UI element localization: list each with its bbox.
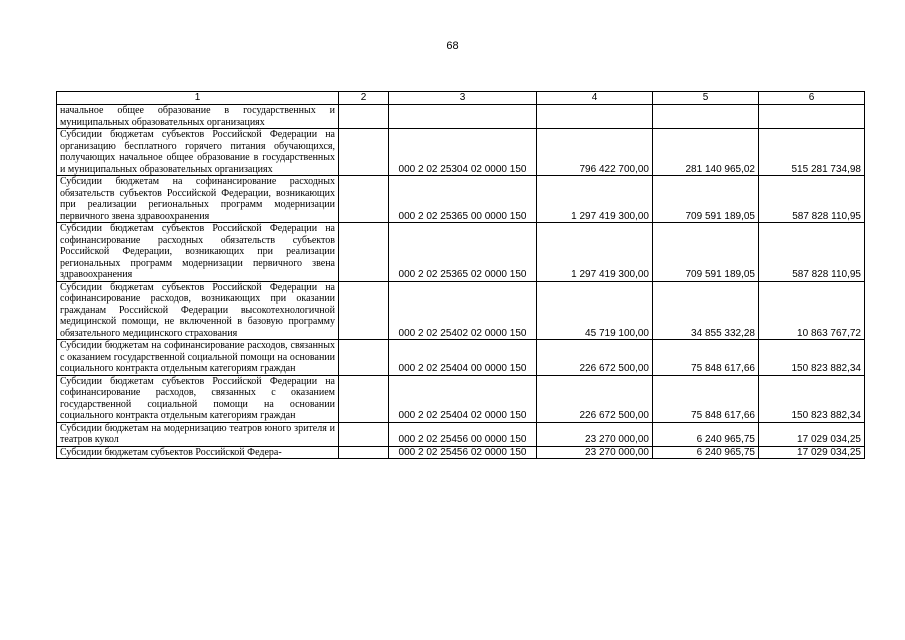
row-description: Субсидии бюджетам на софинансирование расходов, связанных с оказанием государственной социальной помощи на основании социального контракта отдельным категориям граждан xyxy=(57,340,339,376)
row-col2 xyxy=(339,129,389,176)
table-row xyxy=(57,422,865,446)
row-approved: 226 672 500,00 xyxy=(537,340,653,376)
table-row xyxy=(57,105,865,129)
row-remainder xyxy=(759,105,865,129)
budget-table xyxy=(56,91,865,459)
row-executed: 6 240 965,75 xyxy=(653,422,759,446)
row-col2 xyxy=(339,375,389,422)
row-col2 xyxy=(339,281,389,340)
row-description: Субсидии бюджетам субъектов Российской Федерации на софинансирование расходов, связанных с оказанием государственной социальной помощи на основании социального контракта отдельным категориям граждан xyxy=(57,375,339,422)
row-code: 000 2 02 25365 02 0000 150 xyxy=(389,223,537,282)
row-executed: 75 848 617,66 xyxy=(653,375,759,422)
page-number: 68 xyxy=(446,40,459,52)
row-col2 xyxy=(339,422,389,446)
row-description: Субсидии бюджетам субъектов Российской Федерации на софинансирование расходных обязательств субъектов Российской Федерации, возникающих при реализации региональных программ модернизации первичного звена здравоохранения xyxy=(57,223,339,282)
row-description: Субсидии бюджетам на модернизацию театров юного зрителя и театров кукол xyxy=(57,422,339,446)
row-approved xyxy=(537,105,653,129)
row-approved: 796 422 700,00 xyxy=(537,129,653,176)
row-executed: 6 240 965,75 xyxy=(653,446,759,459)
row-code: 000 2 02 25456 02 0000 150 xyxy=(389,446,537,459)
row-executed xyxy=(653,105,759,129)
row-col2 xyxy=(339,340,389,376)
row-approved: 45 719 100,00 xyxy=(537,281,653,340)
row-approved: 23 270 000,00 xyxy=(537,422,653,446)
row-description: Субсидии бюджетам субъектов Российской Федерации на организацию бесплатного горячего питания обучающихся, получающих начальное общее образование в государственных и муниципальных образовательных организациях xyxy=(57,129,339,176)
column-header: 3 xyxy=(389,92,537,105)
header-row xyxy=(57,92,865,105)
row-code xyxy=(389,105,537,129)
table-row xyxy=(57,340,865,376)
row-remainder: 10 863 767,72 xyxy=(759,281,865,340)
row-remainder: 587 828 110,95 xyxy=(759,176,865,223)
row-executed: 34 855 332,28 xyxy=(653,281,759,340)
row-code: 000 2 02 25404 02 0000 150 xyxy=(389,375,537,422)
table-row xyxy=(57,375,865,422)
row-executed: 709 591 189,05 xyxy=(653,223,759,282)
row-description: начальное общее образование в государственных и муниципальных образовательных организациях xyxy=(57,105,339,129)
row-approved: 226 672 500,00 xyxy=(537,375,653,422)
row-description: Субсидии бюджетам субъектов Российской Федерации на софинансирование расходов, возникающих при оказании гражданам Российской Федерации высокотехнологичной медицинской помощи, не включенной в базовую программу обязательного медицинского страхования xyxy=(57,281,339,340)
row-code: 000 2 02 25365 00 0000 150 xyxy=(389,176,537,223)
row-code: 000 2 02 25456 00 0000 150 xyxy=(389,422,537,446)
row-col2 xyxy=(339,105,389,129)
row-col2 xyxy=(339,223,389,282)
row-executed: 281 140 965,02 xyxy=(653,129,759,176)
table-row xyxy=(57,446,865,459)
row-code: 000 2 02 25304 02 0000 150 xyxy=(389,129,537,176)
row-executed: 709 591 189,05 xyxy=(653,176,759,223)
row-description: Субсидии бюджетам на софинансирование расходных обязательств субъектов Российской Федерации, возникающих при реализации региональных программ модернизации первичного звена здравоохранения xyxy=(57,176,339,223)
column-header: 4 xyxy=(537,92,653,105)
row-col2 xyxy=(339,176,389,223)
column-header: 5 xyxy=(653,92,759,105)
table-row xyxy=(57,281,865,340)
table-row xyxy=(57,176,865,223)
row-remainder: 587 828 110,95 xyxy=(759,223,865,282)
column-header: 6 xyxy=(759,92,865,105)
table-row xyxy=(57,129,865,176)
row-code: 000 2 02 25404 00 0000 150 xyxy=(389,340,537,376)
row-remainder: 17 029 034,25 xyxy=(759,422,865,446)
table-row xyxy=(57,223,865,282)
row-approved: 1 297 419 300,00 xyxy=(537,176,653,223)
row-remainder: 150 823 882,34 xyxy=(759,340,865,376)
row-description: Субсидии бюджетам субъектов Российской Федера- xyxy=(57,446,339,459)
column-header: 1 xyxy=(57,92,339,105)
row-executed: 75 848 617,66 xyxy=(653,340,759,376)
row-approved: 1 297 419 300,00 xyxy=(537,223,653,282)
row-code: 000 2 02 25402 02 0000 150 xyxy=(389,281,537,340)
row-remainder: 515 281 734,98 xyxy=(759,129,865,176)
column-header: 2 xyxy=(339,92,389,105)
row-remainder: 150 823 882,34 xyxy=(759,375,865,422)
row-col2 xyxy=(339,446,389,459)
row-remainder: 17 029 034,25 xyxy=(759,446,865,459)
row-approved: 23 270 000,00 xyxy=(537,446,653,459)
